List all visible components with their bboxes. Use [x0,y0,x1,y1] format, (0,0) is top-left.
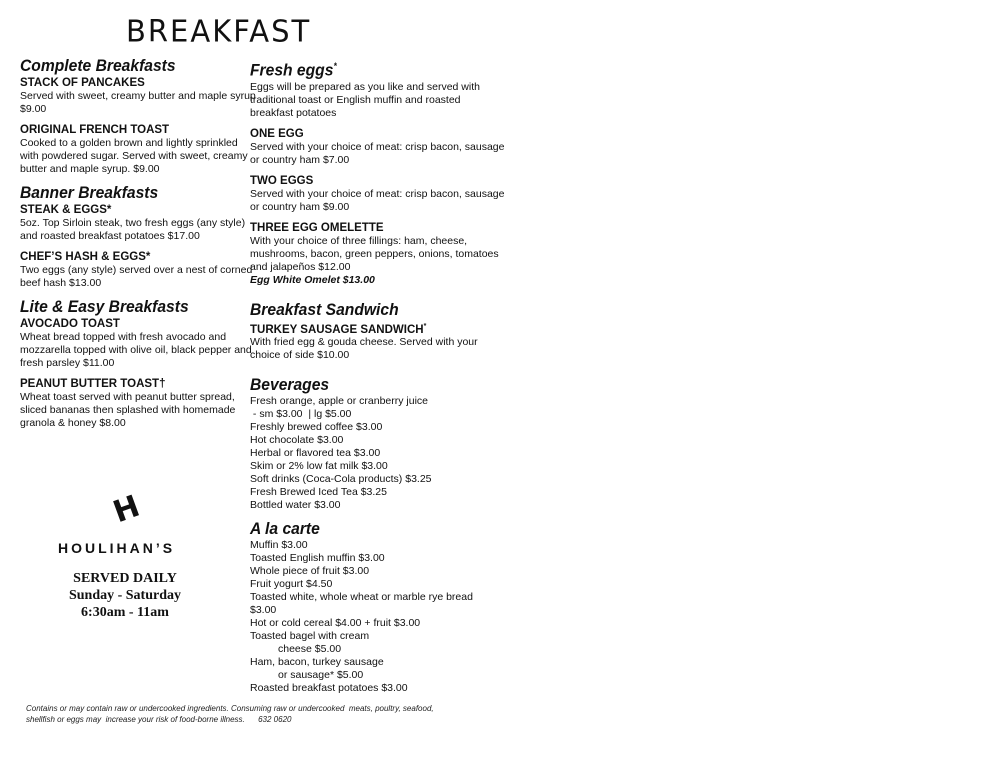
menu-item [20,123,248,176]
egg-white-omelet: Egg White Omelet $13.00 [250,273,375,286]
desc-line: Served with sweet, creamy butter and maple syrup [20,90,256,102]
desc-line: Eggs will be prepared as you like and served with [250,80,480,93]
heading-mark: * [333,61,337,71]
section-heading-sandwich: Breakfast Sandwich [250,299,399,319]
item-description [20,90,256,116]
desc-line: or country ham $7.00 [250,153,350,166]
list-item: $3.00 [250,604,277,617]
desc-line: $9.00 [20,103,47,115]
list-item: Toasted English muffin $3.00 [250,552,385,565]
section-heading-alacarte: A la carte [250,519,320,539]
item-name: ORIGINAL FRENCH TOAST [20,124,170,136]
list-item: Roasted breakfast potatoes $3.00 [250,682,408,695]
item-name [250,320,485,337]
item-description [250,187,505,214]
menu-item [250,174,505,214]
desc-line: sliced bananas then splashed with homemade [20,404,236,416]
item-name: PEANUT BUTTER TOAST† [20,378,166,390]
desc-line: choice of side $10.00 [250,349,350,362]
list-item: cheese $5.00 [278,643,342,656]
menu-item [20,76,256,116]
desc-line: fresh parsley $11.00 [20,357,115,369]
menu-item [20,377,235,430]
section-heading-lite: Lite & Easy Breakfasts [20,297,189,316]
item-description [20,331,252,370]
item-name: TWO EGGS [250,174,314,187]
desc-line: beef hash $13.00 [20,277,102,289]
list-item: Bottled water $3.00 [250,499,341,512]
desc-line: With fried egg & gouda cheese. Served with your [250,336,478,349]
allergen-disclaimer [26,703,456,725]
served-hours [50,570,200,621]
disclaimer-line: shellfish or eggs may increase your risk of food-borne illness. 632 0620 [26,715,292,724]
section-heading-banner: Banner Breakfasts [20,183,159,202]
list-item: Herbal or flavored tea $3.00 [250,447,381,460]
list-item: - sm $3.00 | lg $5.00 [250,408,352,421]
item-mark: * [423,322,427,330]
menu-item [20,203,246,243]
desc-line: and jalapeños $12.00 [250,260,351,273]
desc-line: Wheat bread topped with fresh avocado and [20,331,227,343]
desc-line: Served with your choice of meat: crisp bacon, sausage [250,187,505,200]
desc-line: or country ham $9.00 [250,200,350,213]
left-column [20,56,256,437]
item-name: THREE EGG OMELETTE [250,221,384,234]
list-item: Soft drinks (Coca-Cola products) $3.25 [250,473,432,486]
item-name: ONE EGG [250,127,304,140]
menu-item [20,250,253,290]
list-item: or sausage* $5.00 [278,669,364,682]
item-name: STEAK & EGGS* [20,204,112,216]
served-line: SERVED DAILY [73,571,177,586]
menu-item [250,221,499,287]
desc-line: with powdered sugar. Served with sweet, creamy [20,150,248,162]
served-line: Sunday - Saturday [68,588,182,603]
list-item: Fresh Brewed Iced Tea $3.25 [250,486,387,499]
item-name-text: TURKEY SAUSAGE SANDWICH [250,323,424,336]
houlihans-logo-wordmark: HOULIHAN’S [58,540,176,556]
list-item: Toasted white, whole wheat or marble rye bread [250,591,473,604]
item-description [250,234,499,287]
beverages-list [250,395,485,512]
menu-title: BREAKFAST [126,13,312,49]
disclaimer-line: Contains or may contain raw or undercooked ingredients. Consuming raw or undercooked meats, poultry, seafood, [26,704,434,713]
desc-line: Served with your choice of meat: crisp bacon, sausage [250,140,505,153]
desc-line: Wheat toast served with peanut butter spread, [20,391,235,403]
list-item: Toasted bagel with cream [250,630,370,643]
desc-line: mozzarella topped with olive oil, black pepper and [20,344,252,356]
houlihans-logo-mark: H [108,488,145,531]
item-description [20,137,248,176]
menu-item [250,127,505,167]
desc-line: breakfast potatoes [250,106,337,119]
menu-item [250,320,485,363]
desc-line: Two eggs (any style) served over a nest of corned [20,264,253,276]
item-name: STACK OF PANCAKES [20,77,145,89]
list-item: Ham, bacon, turkey sausage [250,656,384,669]
menu-item [20,317,252,370]
list-item: Muffin $3.00 [250,539,308,552]
item-description [20,217,246,243]
right-column [250,56,505,702]
served-line: 6:30am - 11am [81,605,169,620]
item-description [250,140,505,167]
list-item: Hot or cold cereal $4.00 + fruit $3.00 [250,617,421,630]
list-item: Whole piece of fruit $3.00 [250,565,370,578]
section-heading-eggs [250,56,466,81]
list-item: Fresh orange, apple or cranberry juice [250,395,429,408]
list-item: Freshly brewed coffee $3.00 [250,421,383,434]
desc-line: 5oz. Top Sirloin steak, two fresh eggs (any style) [20,217,246,229]
desc-line: Cooked to a golden brown and lightly sprinkled [20,137,238,149]
alacarte-list [250,539,485,695]
item-description [20,264,253,290]
section-heading-beverages: Beverages [250,375,330,395]
list-item: Skim or 2% low fat milk $3.00 [250,460,388,473]
desc-line: traditional toast or English muffin and roasted [250,93,461,106]
item-description [250,336,485,362]
desc-line: With your choice of three fillings: ham, cheese, [250,234,468,247]
desc-line: mushrooms, bacon, green peppers, onions, tomatoes [250,247,499,260]
section-heading-complete: Complete Breakfasts [20,56,176,75]
desc-line: granola & honey $8.00 [20,417,126,429]
heading-text: Fresh eggs [250,60,334,80]
item-description [20,391,235,430]
item-name: CHEF’S HASH & EGGS* [20,251,151,263]
list-item: Fruit yogurt $4.50 [250,578,333,591]
list-item: Hot chocolate $3.00 [250,434,344,447]
section-intro [250,81,485,120]
item-name: AVOCADO TOAST [20,318,120,330]
desc-line: and roasted breakfast potatoes $17.00 [20,230,200,242]
desc-line: butter and maple syrup. $9.00 [20,163,160,175]
